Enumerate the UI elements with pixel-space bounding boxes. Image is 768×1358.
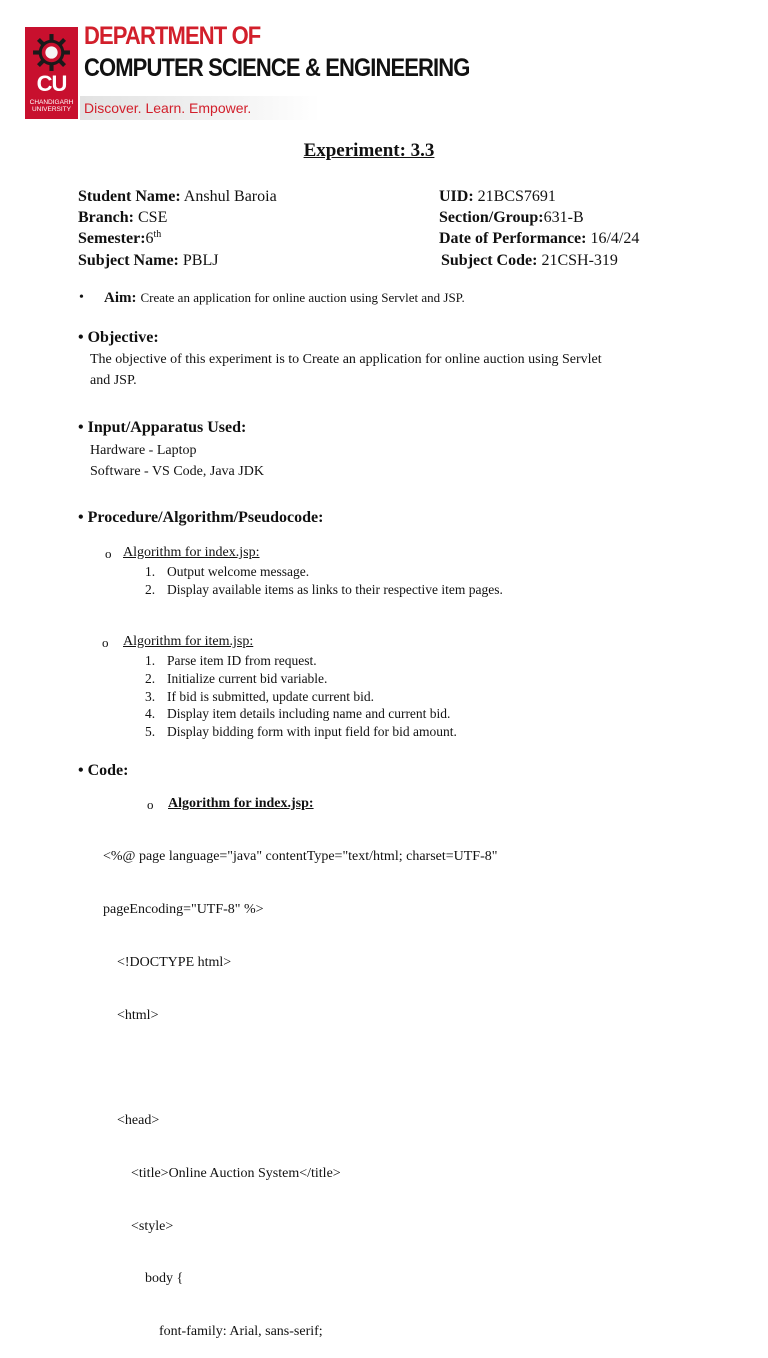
aim-line [104, 289, 465, 307]
university-logo [25, 27, 78, 119]
index-algorithm-steps [145, 563, 503, 599]
objective-text: The objective of this experiment is to Create an application for online auction using Servlet and JSP. [90, 352, 602, 388]
code-line: <style> [103, 1218, 174, 1234]
objective-heading: • Objective: [78, 329, 159, 346]
branch-field: Branch: CSE [78, 209, 168, 226]
item-algorithm-title: Algorithm for item.jsp: [123, 634, 254, 649]
index-algorithm-bullet: o [105, 546, 112, 561]
code-line [103, 1059, 497, 1077]
code-line: body { [103, 1271, 184, 1287]
list-item: 2. Display available items as links to their respective item pages. [145, 581, 503, 597]
tagline: Discover. Learn. Empower. [84, 100, 252, 116]
subject-name-field: Subject Name: PBLJ [78, 252, 219, 269]
code-line: <html> [103, 1007, 159, 1023]
item-algorithm-steps [145, 652, 457, 741]
code-line: font-family: Arial, sans-serif; [103, 1324, 323, 1340]
list-item: 4. Display item details including name and current bid. [145, 706, 451, 722]
list-item: 2. Initialize current bid variable. [145, 670, 328, 686]
aim-label: Aim: [104, 290, 137, 306]
index-algorithm-title: Algorithm for index.jsp: [123, 545, 260, 560]
aim-text: Create an application for online auction using Servlet and JSP. [140, 290, 465, 305]
code-sub-title: Algorithm for index.jsp: [168, 796, 314, 811]
logo-subtext: CHANDIGARH UNIVERSITY [29, 99, 74, 113]
list-item: 1. Output welcome message. [145, 564, 310, 579]
aim-bullet: • [79, 290, 84, 305]
subject-code-field: Subject Code: 21CSH-319 [441, 252, 618, 269]
list-item: 3. If bid is submitted, update current bid. [145, 688, 374, 704]
uid-field: UID: 21BCS7691 [439, 188, 556, 205]
code-line: <title>Online Auction System</title> [103, 1165, 341, 1181]
item-algorithm-bullet: o [102, 635, 109, 650]
code-sub-bullet: o [147, 797, 154, 812]
apparatus-text: Hardware - Laptop Software - VS Code, Java JDK [90, 443, 264, 479]
code-line: <%@ page language="java" contentType="text/html; charset=UTF-8" [103, 849, 498, 865]
department-line-2: COMPUTER SCIENCE & ENGINEERING [84, 54, 470, 82]
date-of-performance-field: Date of Performance: 16/4/24 [439, 230, 640, 247]
gear-emblem-icon [31, 32, 72, 73]
student-name-field: Student Name: Anshul Baroia [78, 188, 277, 205]
experiment-title: Experiment: 3.3 [303, 140, 435, 161]
department-line-1: DEPARTMENT OF [84, 22, 261, 50]
code-heading: • Code: [78, 762, 129, 779]
list-item: 5. Display bidding form with input field for bid amount. [145, 724, 457, 740]
procedure-heading: • Procedure/Algorithm/Pseudocode: [78, 509, 324, 526]
apparatus-heading: • Input/Apparatus Used: [78, 419, 247, 436]
code-line: <!DOCTYPE html> [103, 954, 232, 970]
code-line: pageEncoding="UTF-8" %> [103, 901, 264, 917]
logo-text: CU [36, 71, 67, 96]
section-field: Section/Group:631-B [439, 209, 584, 226]
semester-field: Semester:6th [78, 229, 162, 247]
list-item: 1. Parse item ID from request. [145, 653, 317, 668]
code-block [103, 813, 497, 1358]
code-line: <head> [103, 1113, 160, 1129]
